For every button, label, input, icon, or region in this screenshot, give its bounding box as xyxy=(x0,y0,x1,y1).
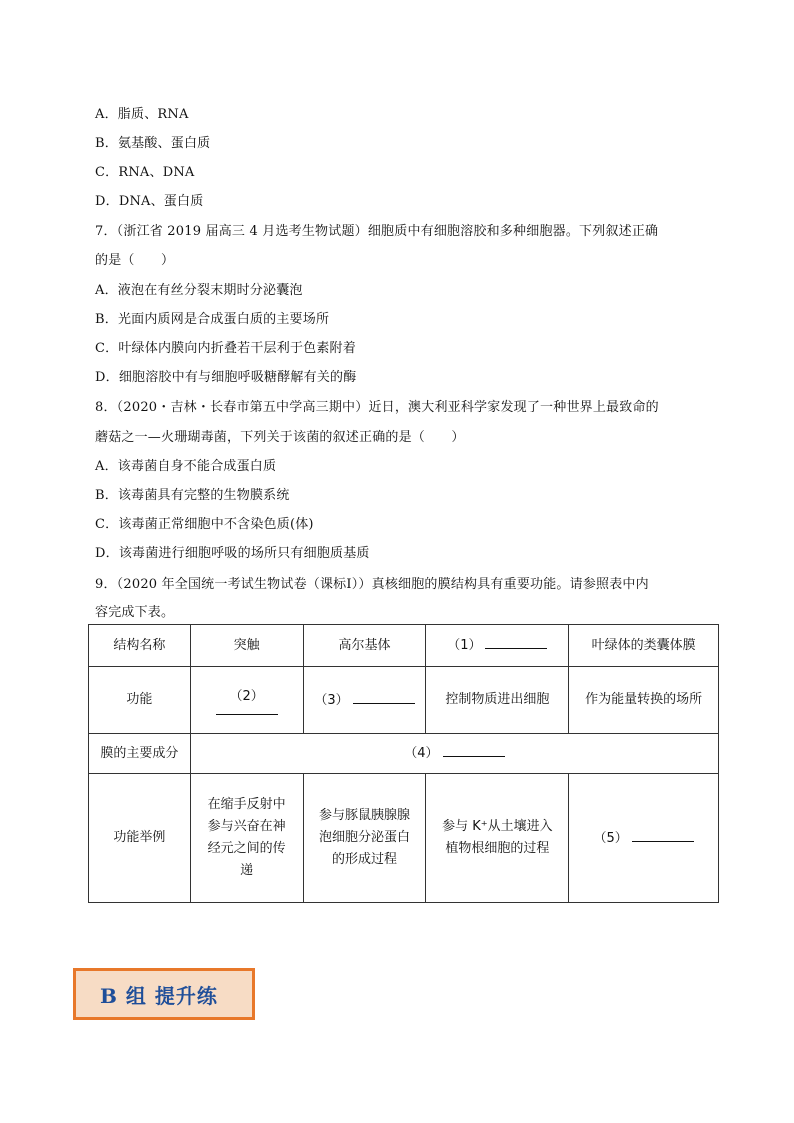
q6-option-a: A．脂质、RNA xyxy=(95,107,189,122)
cell-potassium-example xyxy=(426,774,569,903)
cell-text-line: 在缩手反射中 xyxy=(207,797,286,812)
membrane-structure-table xyxy=(88,624,719,903)
cell-text-line: 参与 K⁺从土壤进入 xyxy=(442,819,553,834)
q8-option-c: C．该毒菌正常细胞中不含染色质(体) xyxy=(95,517,314,532)
cell-text-line: 植物根细胞的过程 xyxy=(445,841,550,856)
answer-blank xyxy=(216,708,278,715)
table-row xyxy=(89,734,719,774)
q6-option-c: C．RNA、DNA xyxy=(95,165,195,180)
answer-blank xyxy=(353,689,415,704)
table-row xyxy=(89,774,719,903)
blank-2-label: （2） xyxy=(229,688,264,704)
cell-text-line: 的形成过程 xyxy=(332,852,398,867)
cell-blank-4 xyxy=(190,734,718,774)
cell-synapse: 突触 xyxy=(190,625,303,667)
q8-stem-line1: 8．（2020・吉林・长春市第五中学高三期中）近日，澳大利亚科学家发现了一种世界上最致命的 xyxy=(95,400,659,415)
q9-stem-line2: 容完成下表。 xyxy=(95,605,175,620)
cell-text-line: 参与豚鼠胰腺腺 xyxy=(319,808,411,823)
q8-option-d: D．该毒菌进行细胞呼吸的场所只有细胞质基质 xyxy=(95,546,370,561)
q6-option-b: B．氨基酸、蛋白质 xyxy=(95,136,211,151)
q7-stem-line1: 7．（浙江省 2019 届高三 4 月选考生物试题）细胞质中有细胞溶胶和多种细胞器。下列叙述正确 xyxy=(95,224,659,239)
cell-text-line: 参与兴奋在神 xyxy=(207,819,286,834)
cell-blank-1 xyxy=(426,625,569,667)
q7-option-d: D．细胞溶胶中有与细胞呼吸糖酵解有关的酶 xyxy=(95,370,357,385)
cell-control-transport: 控制物质进出细胞 xyxy=(426,667,569,734)
table-row xyxy=(89,625,719,667)
cell-energy-conversion: 作为能量转换的场所 xyxy=(569,667,719,734)
cell-text-line: 泡细胞分泌蛋白 xyxy=(319,830,411,845)
cell-golgi: 高尔基体 xyxy=(303,625,426,667)
row-header-function: 功能 xyxy=(89,667,191,734)
q7-stem-line2: 的是（ ） xyxy=(95,253,175,268)
blank-1-label: （1） xyxy=(447,638,482,653)
row-header-components: 膜的主要成分 xyxy=(89,734,191,774)
cell-text-line: 经元之间的传 xyxy=(207,841,286,856)
q8-stem-line2: 蘑菇之一—火珊瑚毒菌，下列关于该菌的叙述正确的是（ ） xyxy=(95,430,465,445)
section-title: B 组 提升练 xyxy=(100,983,218,1008)
row-header-structure: 结构名称 xyxy=(89,625,191,667)
cell-blank-2 xyxy=(190,667,303,734)
q7-option-b: B．光面内质网是合成蛋白质的主要场所 xyxy=(95,312,330,327)
q8-option-b: B．该毒菌具有完整的生物膜系统 xyxy=(95,488,290,503)
answer-blank xyxy=(632,827,694,842)
q9-stem-line1: 9．（2020 年全国统一考试生物试卷（课标Ⅰ））真核细胞的膜结构具有重要功能。请参照表中内 xyxy=(95,577,649,592)
table-row xyxy=(89,667,719,734)
blank-4-label: （4） xyxy=(404,746,439,761)
blank-3-label: （3） xyxy=(314,692,349,708)
cell-synapse-example xyxy=(190,774,303,903)
answer-blank xyxy=(485,634,547,649)
cell-blank-3 xyxy=(303,667,426,734)
q6-option-d: D．DNA、蛋白质 xyxy=(95,194,204,209)
section-banner xyxy=(73,968,255,1020)
cell-blank-5 xyxy=(569,774,719,903)
q7-option-c: C．叶绿体内膜向内折叠若干层利于色素附着 xyxy=(95,341,356,356)
q8-option-a: A．该毒菌自身不能合成蛋白质 xyxy=(95,459,277,474)
q7-option-a: A．液泡在有丝分裂末期时分泌囊泡 xyxy=(95,283,303,298)
row-header-examples: 功能举例 xyxy=(89,774,191,903)
answer-blank xyxy=(443,742,505,757)
cell-text-line: 递 xyxy=(240,863,254,878)
cell-thylakoid: 叶绿体的类囊体膜 xyxy=(569,625,719,667)
blank-5-label: （5） xyxy=(593,830,628,846)
cell-golgi-example xyxy=(303,774,426,903)
